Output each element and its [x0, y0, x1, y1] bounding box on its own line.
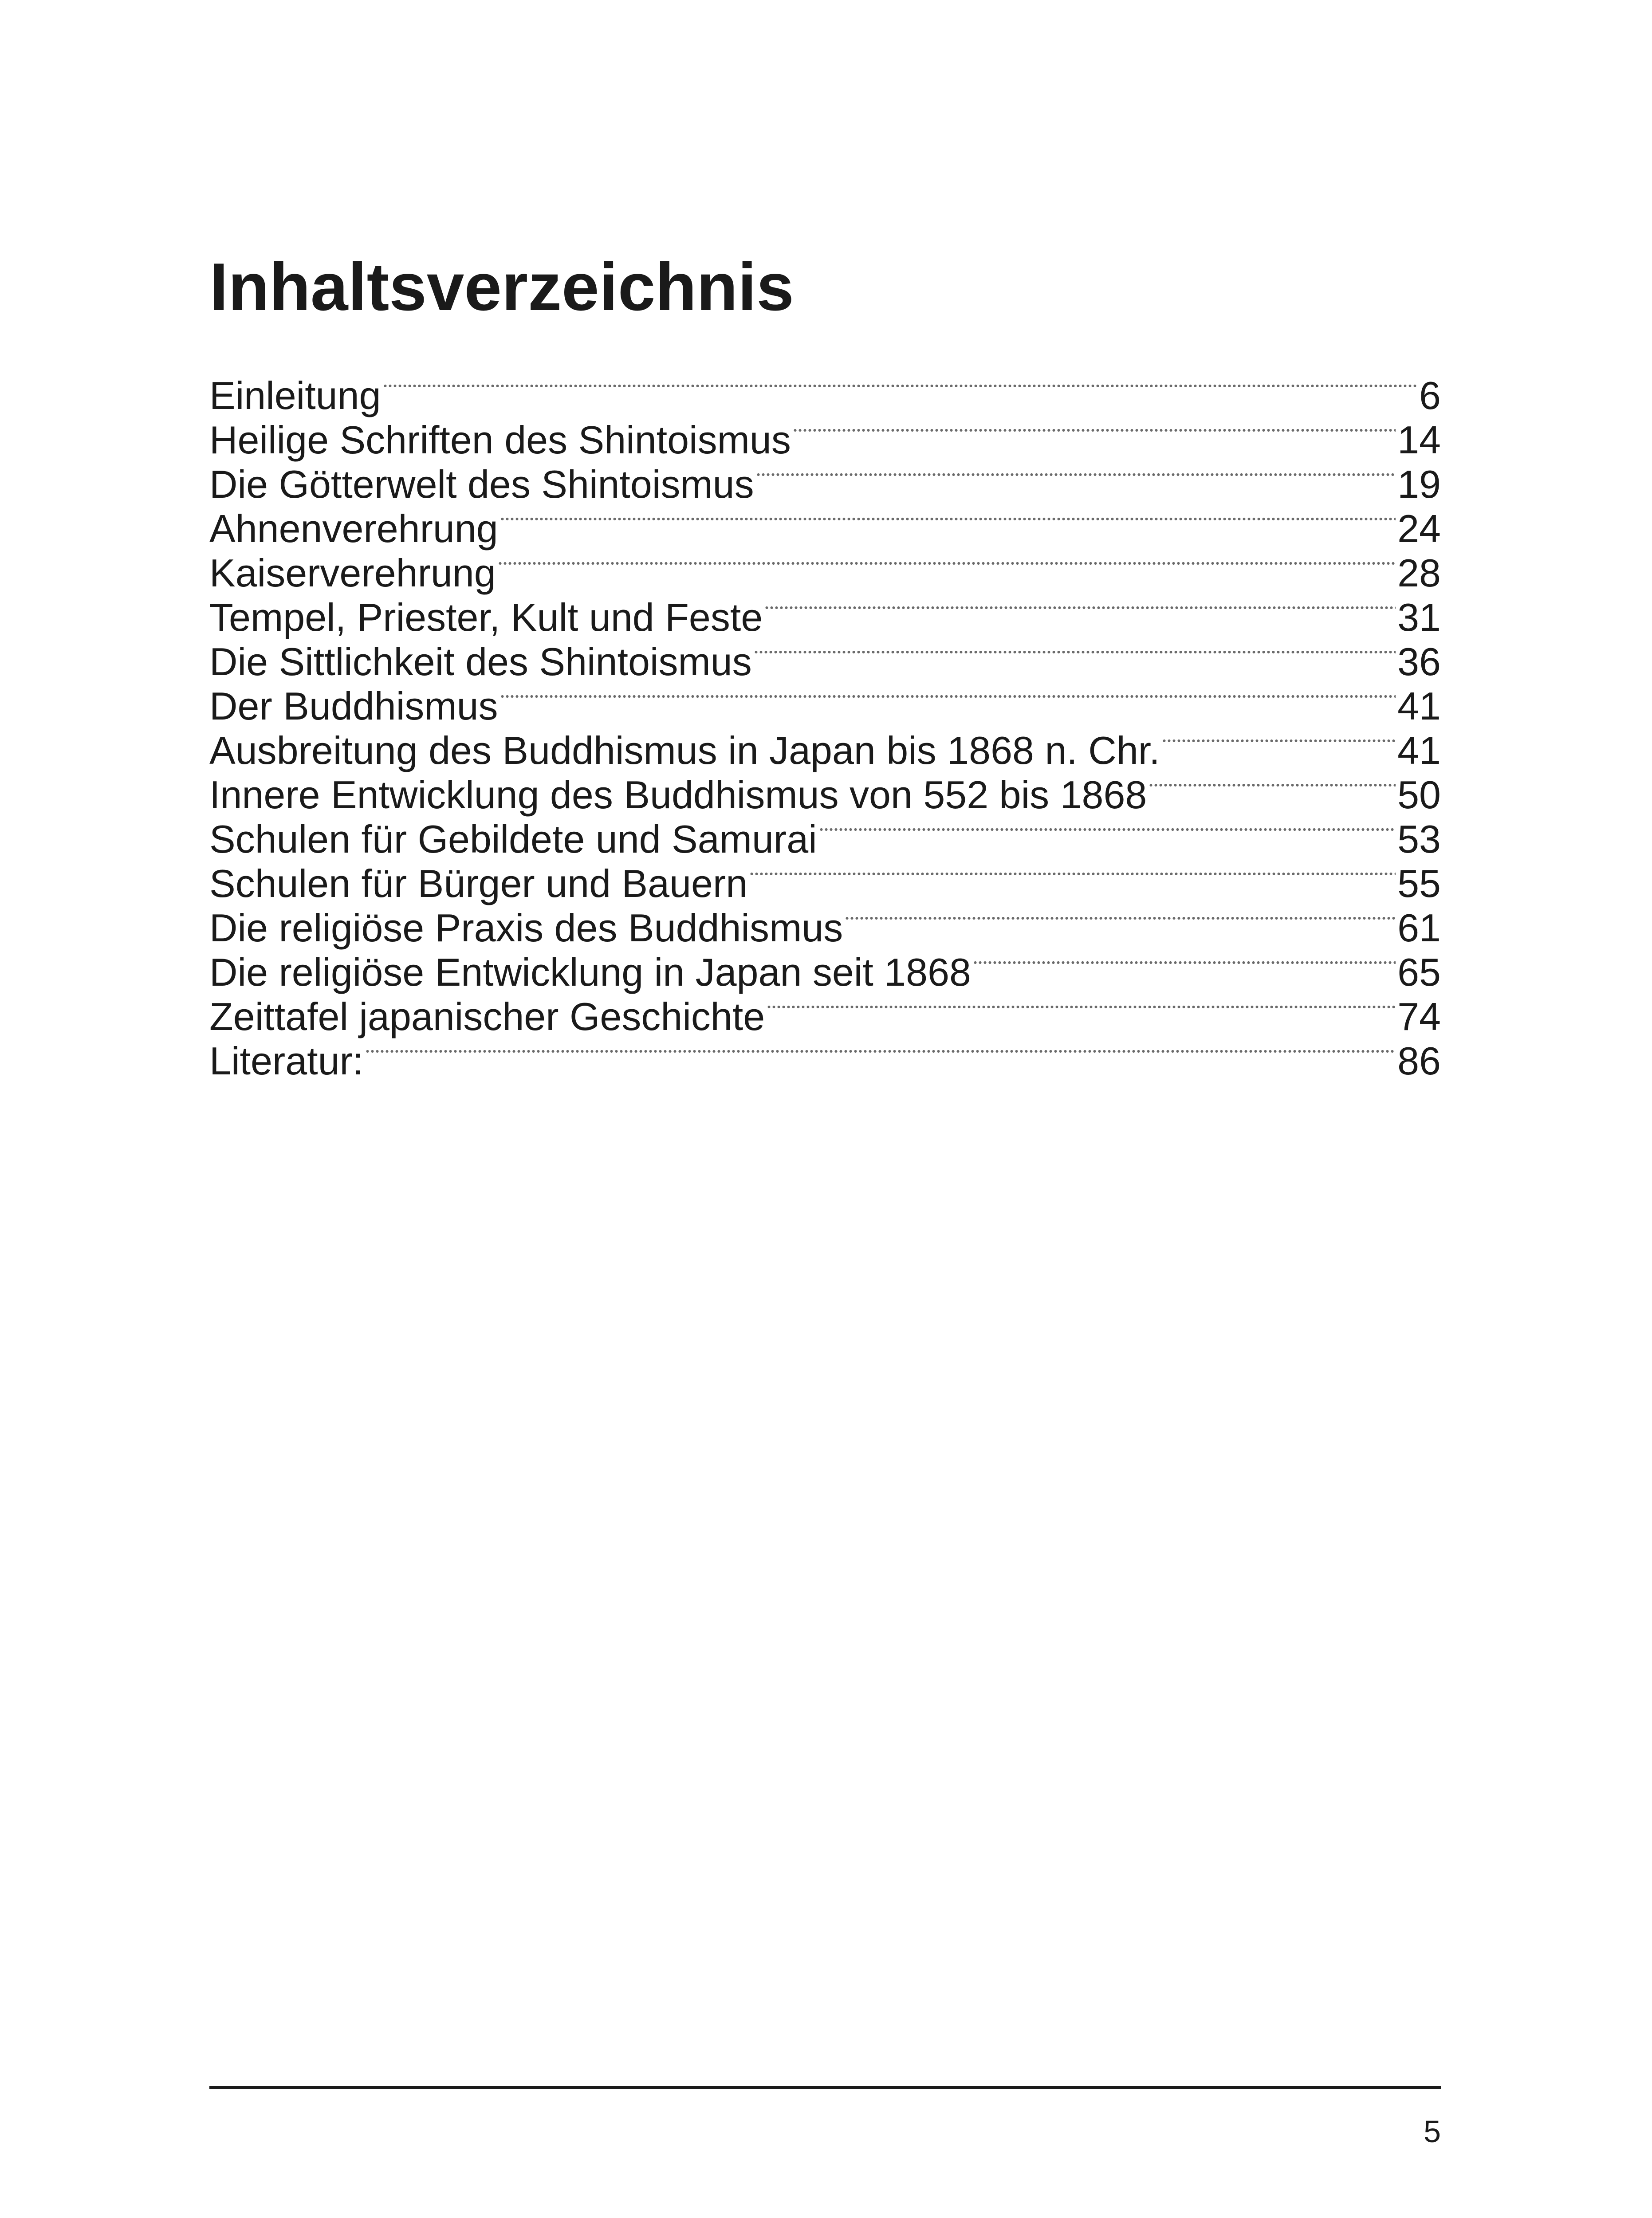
- dot-leader: [754, 650, 1396, 654]
- toc-entry-label: Kaiserverehrung: [209, 551, 496, 595]
- toc-entry-label: Ausbreitung des Buddhismus in Japan bis 1868 n. Chr.: [209, 728, 1160, 772]
- dot-leader: [1149, 783, 1396, 787]
- toc-entry[interactable]: [209, 595, 1441, 640]
- dot-leader: [498, 561, 1396, 566]
- toc-entry[interactable]: [209, 861, 1441, 906]
- toc-entry[interactable]: [209, 728, 1441, 773]
- toc-entry[interactable]: [209, 817, 1441, 861]
- toc-entry-label: Der Buddhismus: [209, 684, 498, 728]
- toc-entry-label: Ahnenverehrung: [209, 507, 498, 551]
- toc-entry-page: 28: [1397, 551, 1441, 595]
- toc-entry[interactable]: [209, 462, 1441, 507]
- toc-entry-page: 14: [1397, 418, 1441, 462]
- toc-entry[interactable]: [209, 374, 1441, 418]
- toc-entry-page: 86: [1397, 1039, 1441, 1083]
- toc-entry-label: Einleitung: [209, 374, 381, 417]
- dot-leader: [845, 916, 1396, 920]
- toc-entry-page: 24: [1397, 507, 1441, 551]
- toc-entry-page: 41: [1397, 728, 1441, 772]
- toc-entry-label: Die religiöse Entwicklung in Japan seit 1868: [209, 950, 971, 994]
- page-number: 5: [1424, 2114, 1441, 2149]
- dot-leader: [500, 694, 1396, 699]
- page-title: Inhaltsverzeichnis: [209, 249, 794, 325]
- toc-entry-label: Heilige Schriften des Shintoismus: [209, 418, 791, 462]
- dot-leader: [756, 472, 1396, 477]
- toc-entry-label: Innere Entwicklung des Buddhismus von 552 bis 1868: [209, 773, 1147, 817]
- table-of-contents: [209, 374, 1441, 1083]
- dot-leader: [767, 1005, 1396, 1009]
- toc-entry[interactable]: [209, 995, 1441, 1039]
- toc-entry-label: Schulen für Bürger und Bauern: [209, 861, 748, 905]
- dot-leader: [973, 960, 1396, 965]
- toc-entry[interactable]: [209, 950, 1441, 995]
- toc-entry-label: Zeittafel japanischer Geschichte: [209, 995, 765, 1038]
- dot-leader: [1162, 739, 1396, 743]
- dot-leader: [764, 606, 1396, 610]
- toc-entry-page: 6: [1419, 374, 1441, 417]
- dot-leader: [365, 1049, 1396, 1054]
- toc-entry-page: 65: [1397, 950, 1441, 994]
- toc-entry-label: Tempel, Priester, Kult und Feste: [209, 595, 763, 639]
- footer-divider: [209, 2086, 1441, 2089]
- toc-entry-page: 19: [1397, 462, 1441, 506]
- dot-leader: [383, 384, 1418, 388]
- toc-entry-label: Die religiöse Praxis des Buddhismus: [209, 906, 843, 950]
- toc-entry[interactable]: [209, 418, 1441, 462]
- toc-entry-label: Literatur:: [209, 1039, 364, 1083]
- toc-entry-page: 61: [1397, 906, 1441, 950]
- dot-leader: [819, 827, 1396, 832]
- toc-entry[interactable]: [209, 906, 1441, 950]
- toc-entry[interactable]: [209, 640, 1441, 684]
- toc-entry[interactable]: [209, 507, 1441, 551]
- toc-entry-page: 53: [1397, 817, 1441, 861]
- toc-entry-page: 36: [1397, 640, 1441, 684]
- toc-entry[interactable]: [209, 684, 1441, 728]
- dot-leader: [793, 428, 1396, 433]
- toc-entry-page: 50: [1397, 773, 1441, 817]
- toc-entry-label: Die Götterwelt des Shintoismus: [209, 462, 754, 506]
- toc-entry-label: Die Sittlichkeit des Shintoismus: [209, 640, 752, 684]
- toc-entry-page: 41: [1397, 684, 1441, 728]
- toc-entry[interactable]: [209, 551, 1441, 595]
- toc-entry-page: 31: [1397, 595, 1441, 639]
- dot-leader: [500, 517, 1396, 521]
- toc-entry[interactable]: [209, 773, 1441, 817]
- dot-leader: [749, 872, 1396, 876]
- toc-entry-label: Schulen für Gebildete und Samurai: [209, 817, 817, 861]
- toc-entry[interactable]: [209, 1039, 1441, 1083]
- toc-entry-page: 74: [1397, 995, 1441, 1038]
- toc-entry-page: 55: [1397, 861, 1441, 905]
